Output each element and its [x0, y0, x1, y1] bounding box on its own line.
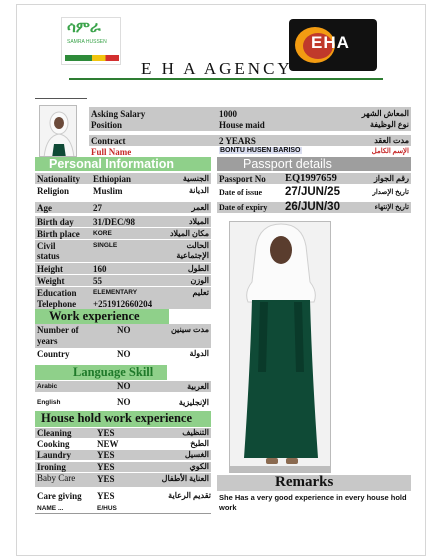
language-heading: Language Skill — [73, 365, 154, 379]
education-ar: تعليم — [192, 288, 209, 297]
religion-label: Religion — [37, 186, 70, 196]
passport-no-label: Passport No — [219, 174, 266, 184]
cleaning-label: Cleaning — [37, 428, 72, 438]
english-label: English — [37, 399, 61, 406]
asking-salary-value: 1000 — [219, 109, 237, 119]
babycare-value: YES — [97, 474, 115, 484]
years-label-line1: Number of — [37, 325, 79, 335]
footer-name-label: NAME ... — [37, 505, 64, 512]
years-ar: مدت سينين — [170, 325, 209, 334]
height-label: Height — [37, 264, 63, 274]
position-ar: نوع الوظيفة — [369, 120, 409, 129]
top-divider — [35, 98, 87, 99]
nationality-value: Ethiopian — [93, 174, 132, 184]
caregiving-ar: تقديم الرعاية — [168, 491, 211, 500]
ironing-label: Ironing — [37, 462, 66, 472]
height-ar: الطول — [187, 264, 209, 273]
ironing-value: YES — [97, 462, 115, 472]
weight-ar: الوزن — [190, 276, 209, 285]
candidate-photo-small — [39, 105, 77, 157]
contract-value: 2 YEARS — [219, 136, 256, 146]
footer-code: E/HUS — [97, 505, 117, 512]
asking-salary-ar: المعاش الشهر — [361, 109, 409, 118]
contract-ar: مدت العقد — [374, 136, 409, 145]
personal-info-heading: Personal Information — [49, 157, 175, 171]
footer-divider — [35, 513, 211, 514]
date-of-issue-value: 27/JUN/25 — [285, 186, 340, 198]
telephone-value: +251912660204 — [93, 299, 153, 309]
passport-no-value: EQ1997659 — [285, 173, 337, 184]
civil-ar-line2: الإجتماعية — [176, 251, 209, 260]
title-divider — [69, 78, 383, 80]
eha-logo-text: EHA — [311, 33, 350, 52]
caregiving-value: YES — [97, 491, 115, 501]
country-value: NO — [117, 349, 131, 359]
arabic-ar: العربية — [187, 382, 209, 391]
laundry-value: YES — [97, 450, 115, 460]
country-ar: الدولة — [189, 349, 209, 358]
agency-title: E H A AGENCY — [141, 59, 293, 78]
laundry-ar: الغسيل — [184, 450, 209, 459]
eha-logo — [289, 19, 377, 71]
age-value: 27 — [93, 203, 102, 213]
samra-logo-stripe — [65, 55, 119, 61]
civil-value: SINGLE — [93, 242, 118, 249]
religion-ar: الديانة — [188, 186, 209, 195]
remarks-text: She Has a very good experience in every house hold work — [219, 493, 407, 512]
date-of-issue-ar: تاريخ الإصدار — [372, 188, 409, 196]
birthplace-label: Birth place — [37, 229, 80, 239]
arabic-label: Arabic — [37, 383, 58, 390]
civil-label-line1: Civil — [37, 241, 56, 251]
date-of-issue-label: Date of issue — [219, 188, 263, 197]
years-label-line2: years — [37, 336, 58, 346]
laundry-label: Laundry — [37, 450, 72, 460]
english-ar: الإنجليزية — [178, 398, 209, 407]
cleaning-ar: التنظيف — [182, 428, 209, 437]
asking-salary-label: Asking Salary — [91, 109, 146, 119]
education-value: ELEMENTARY — [93, 289, 138, 296]
cv-page — [16, 4, 426, 556]
birthday-value: 31/DEC/98 — [93, 217, 136, 227]
fullname-label: Full Name — [91, 147, 132, 157]
arabic-value: NO — [117, 381, 131, 391]
cleaning-value: YES — [97, 428, 115, 438]
date-of-expiry-ar: تاريخ الإنتهاء — [374, 203, 409, 211]
age-label: Age — [37, 203, 52, 213]
cooking-label: Cooking — [37, 439, 70, 449]
weight-value: 55 — [93, 276, 102, 286]
remarks-heading: Remarks — [275, 474, 334, 490]
height-value: 160 — [93, 264, 107, 274]
position-label: Position — [91, 120, 123, 130]
nationality-ar: الجنسية — [182, 174, 209, 183]
samra-logo-subtext: SAMRA HUSSEN — [67, 39, 107, 45]
years-value: NO — [117, 325, 131, 335]
position-value: House maid — [219, 120, 265, 130]
birthplace-ar: مكان الميلاد — [169, 229, 209, 238]
cooking-ar: الطبخ — [190, 439, 209, 448]
caregiving-label: Care giving — [37, 491, 82, 501]
birthday-label: Birth day — [37, 217, 74, 227]
fullname-value: BONTU HUSEN BARISO — [220, 147, 301, 154]
birthday-ar: الميلاد — [188, 217, 209, 226]
religion-value: Muslim — [93, 186, 123, 196]
country-label: Country — [37, 349, 70, 359]
babycare-ar: العناية الأطفال — [161, 474, 209, 483]
fullname-ar: الإسم الكامل — [371, 147, 409, 155]
cooking-value: NEW — [97, 439, 119, 449]
work-experience-heading: Work experience — [49, 309, 140, 323]
civil-ar-line1: الحالت — [186, 241, 209, 250]
age-ar: العمر — [191, 203, 209, 212]
english-value: NO — [117, 397, 131, 407]
nationality-label: Nationality — [37, 174, 81, 184]
household-heading: House hold work experience — [41, 411, 193, 425]
weight-label: Weight — [37, 276, 65, 286]
civil-label-line2: status — [37, 251, 60, 261]
education-label: Education — [37, 288, 77, 298]
babycare-label: Baby Care — [37, 473, 76, 483]
birthplace-value: KORE — [93, 230, 112, 237]
contract-label: Contract — [91, 136, 126, 146]
passport-heading: Passport details — [243, 157, 332, 171]
samra-logo-text: ሳምራ — [67, 19, 101, 36]
date-of-expiry-label: Date of expiry — [219, 203, 268, 212]
candidate-photo-full — [229, 221, 331, 473]
ironing-ar: الكوي — [189, 462, 209, 471]
date-of-expiry-value: 26/JUN/30 — [285, 201, 340, 213]
telephone-label: Telephone — [37, 299, 77, 309]
passport-no-ar: رقم الجواز — [373, 174, 409, 183]
